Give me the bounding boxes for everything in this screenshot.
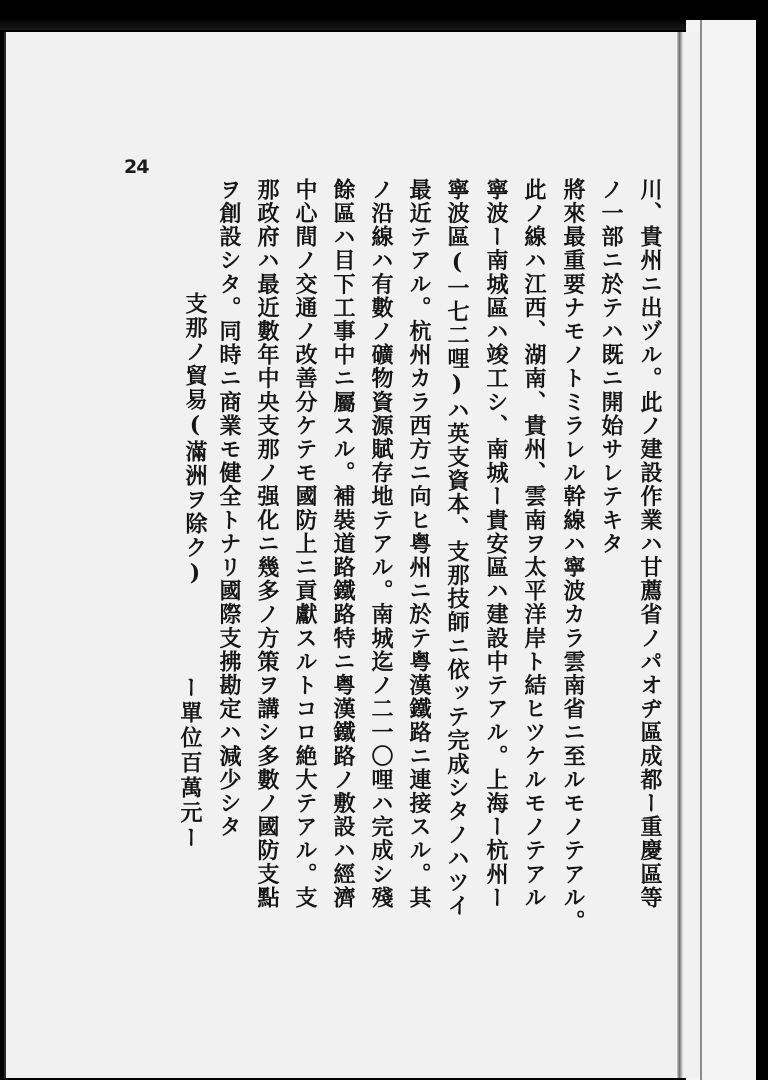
- scan-frame-right: [756, 0, 768, 1080]
- text-column-10: 中心間ノ交通ノ改善分ケテモ國防上ニ貢獻スルトコロ絶大テアル。支: [292, 178, 318, 910]
- scan-frame-top: [0, 0, 768, 30]
- text-column-2: ノ一部ニ於テハ既ニ開始サレテキタ: [598, 178, 624, 556]
- text-column-5: 寧波ー南城區ハ竣工シ、南城ー貴安區ハ建設中テアル。上海ー杭州ー: [483, 178, 509, 910]
- text-column-1: 川、貴州ニ出ヅル。此ノ建設作業ハ甘薦省ノパオヂ區成都ー重慶區等: [637, 178, 663, 910]
- text-column-12: ヲ創設シタ。同時ニ商業モ健全トナリ國際支拂勘定ハ減少シタ: [216, 178, 242, 839]
- page-number: 24: [124, 156, 149, 178]
- text-column-6: 寧波區(一七二哩)ハ英支資本、支那技師ニ依ッテ完成シタノハツイ: [444, 178, 470, 918]
- table-title: 支那ノ貿易(滿洲ヲ除ク): [182, 292, 208, 588]
- text-column-3: 將來最重要ナモノトミラレル幹線ハ寧波カラ雲南省ニ至ルモノテアル。: [560, 178, 586, 934]
- book-spine: [677, 32, 683, 1078]
- unit-note: ー單位百萬元ー: [177, 676, 203, 851]
- text-column-4: 此ノ線ハ江西、湖南、貴州、雲南ヲ太平洋岸ト結ヒツケルモノテアル: [521, 178, 547, 910]
- text-column-7: 最近テアル。杭州カラ西方ニ向ヒ粤州ニ於テ粤漢鐵路ニ連接スル。其: [406, 178, 432, 910]
- text-column-8: ノ沿線ハ有數ノ礦物資源賦存地テアル。南城迄ノ二一〇哩ハ完成シ殘: [368, 178, 394, 910]
- adjacent-page-rule: [700, 20, 702, 1080]
- text-column-9: 餘區ハ目下工事中ニ屬スル。補裝道路鐵路特ニ粤漢鐵路ノ敷設ハ經濟: [330, 178, 356, 910]
- text-column-11: 那政府ハ最近數年中央支那ノ强化ニ幾多ノ方策ヲ講シ多數ノ國防支點: [254, 178, 280, 910]
